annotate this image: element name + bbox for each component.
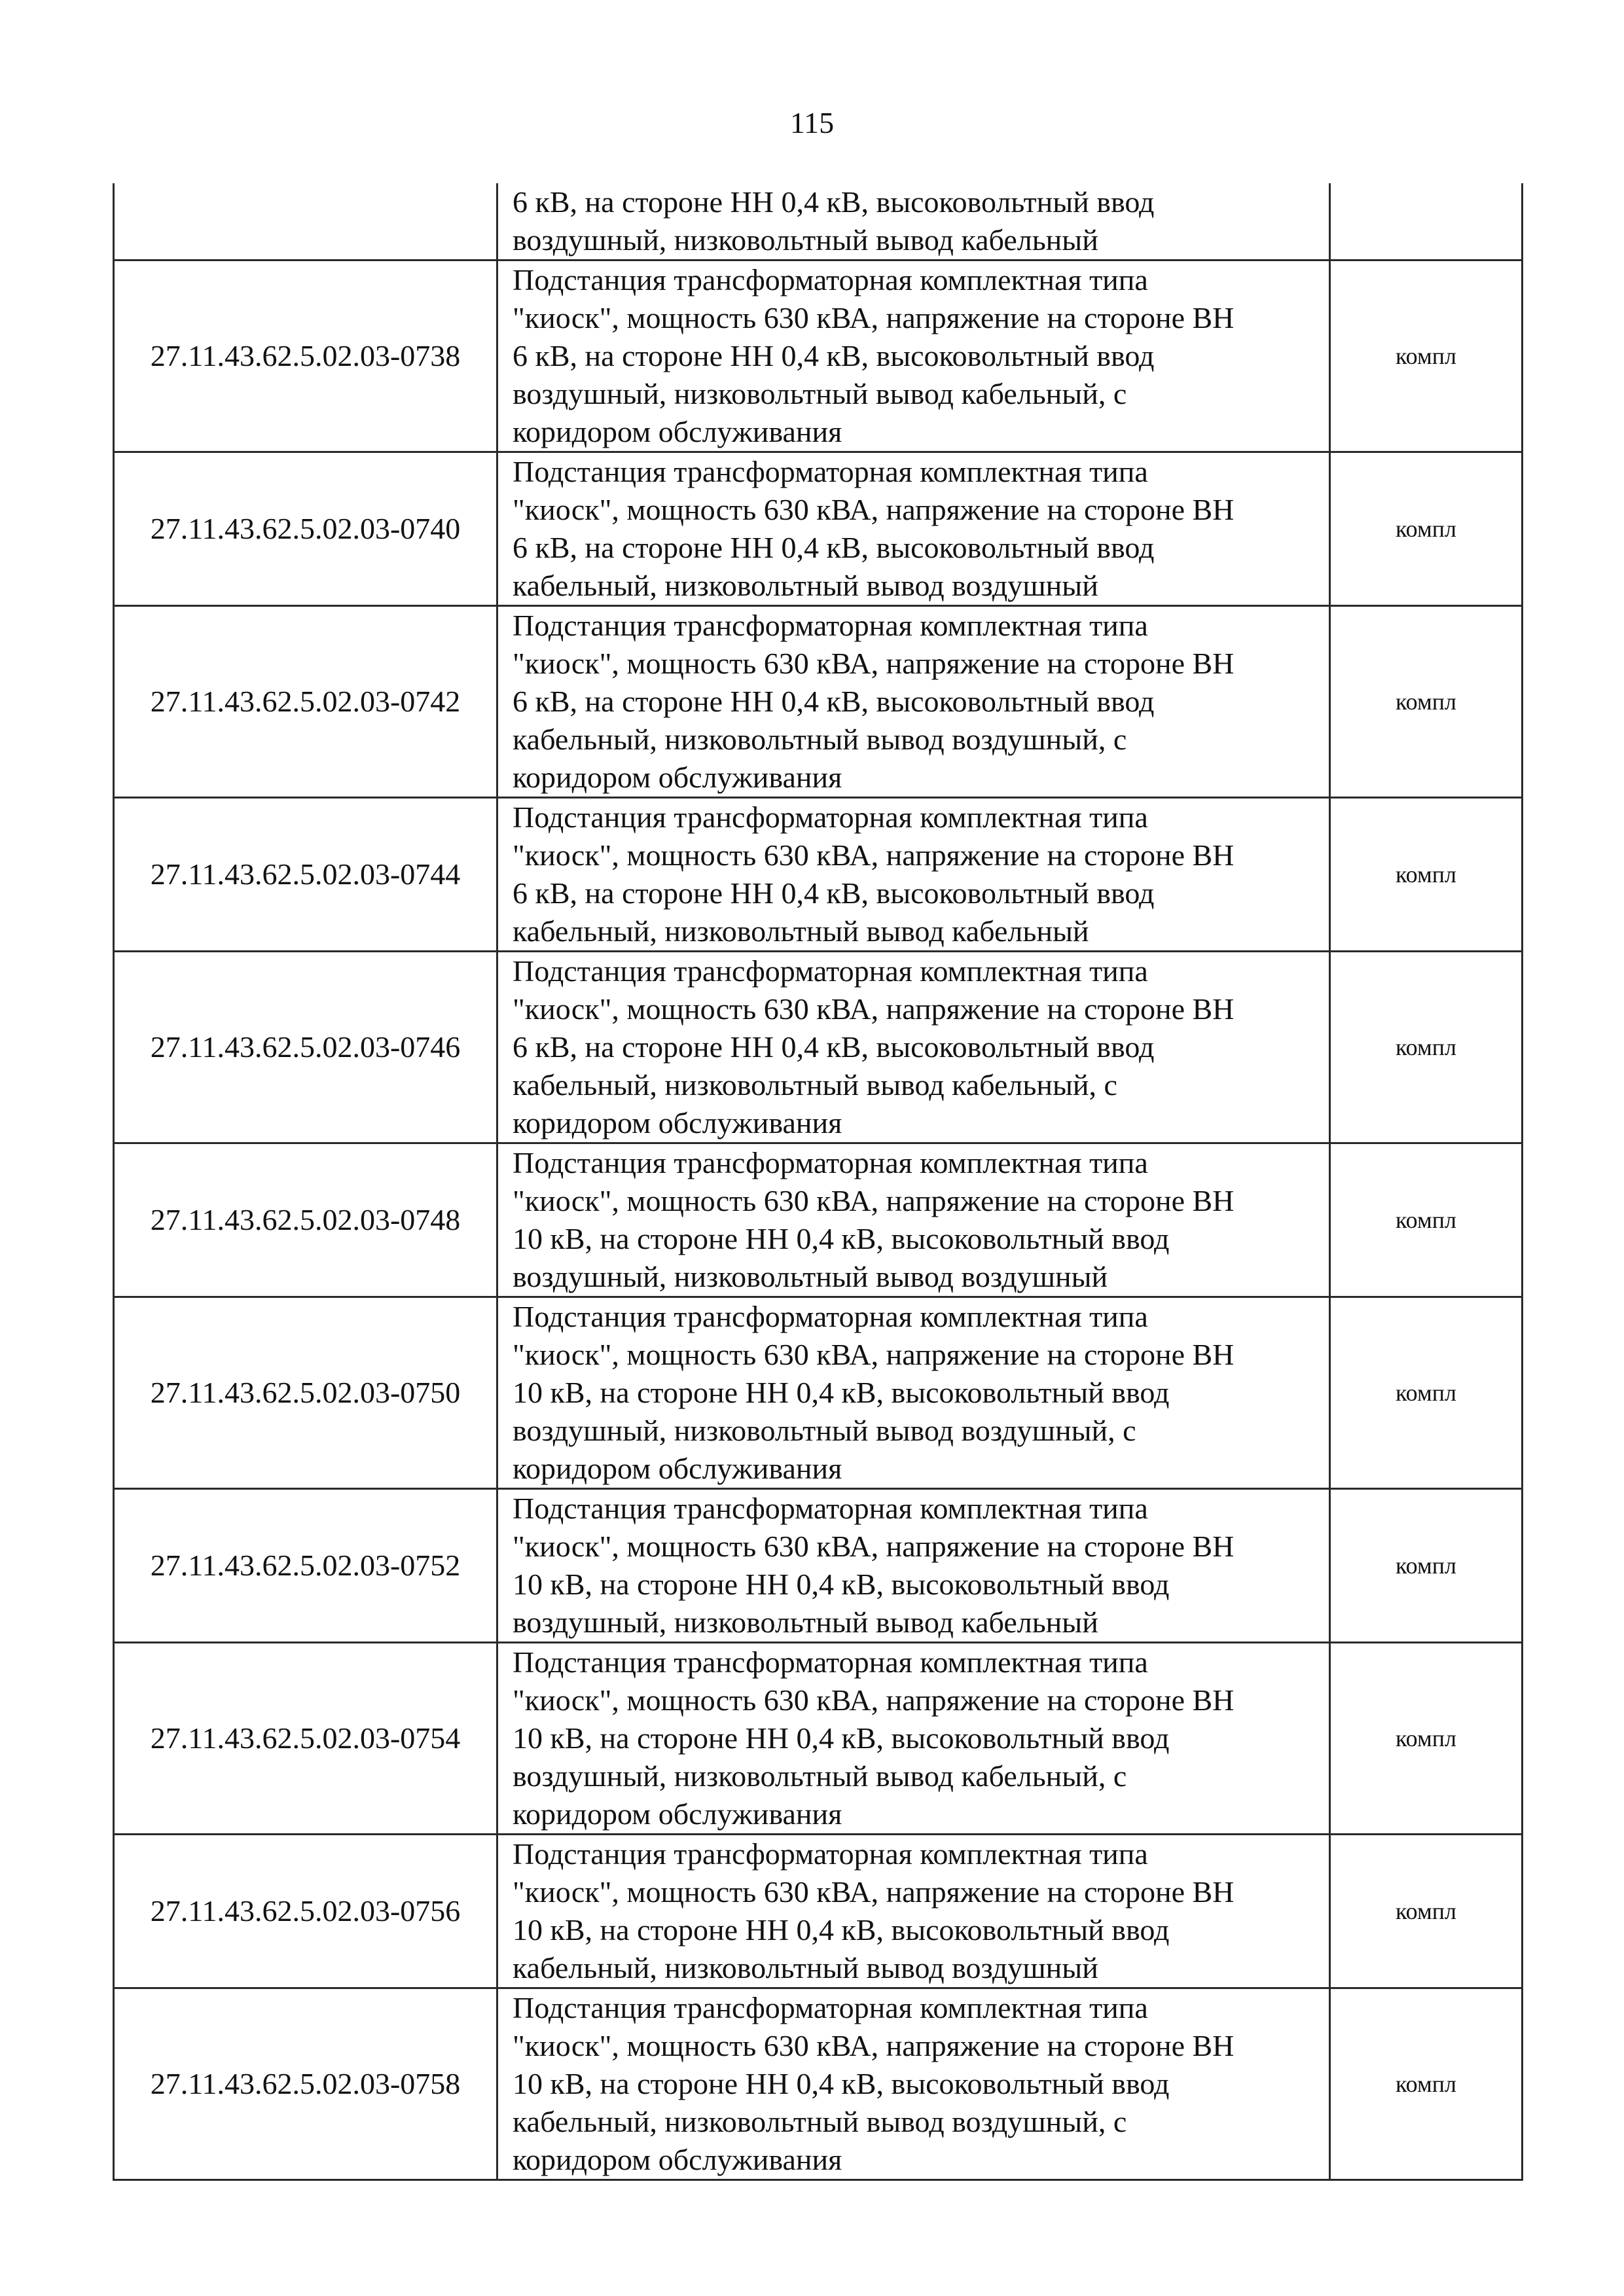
description-line: воздушный, низковольтный вывод воздушный — [513, 1260, 1108, 1293]
resource-table — [113, 183, 1523, 2181]
description-line: коридором обслуживания — [513, 761, 842, 794]
unit-cell: компл — [1330, 1489, 1523, 1643]
table-row — [114, 606, 1523, 798]
description-line: 10 кВ, на стороне НН 0,4 кВ, высоковольтный ввод — [513, 1568, 1170, 1601]
description-line: кабельный, низковольтный вывод кабельный, с — [513, 1068, 1117, 1102]
table-row — [114, 452, 1523, 606]
resource-description-cell — [497, 260, 1330, 452]
description-line: кабельный, низковольтный вывод кабельный — [513, 914, 1089, 948]
description-line: "киоск", мощность 630 кВА, напряжение на стороне ВН — [513, 1338, 1235, 1371]
description-line: воздушный, низковольтный вывод воздушный, с — [513, 1414, 1136, 1447]
unit-cell: компл — [1330, 1643, 1523, 1835]
unit-cell: компл — [1330, 1297, 1523, 1489]
unit-cell: компл — [1330, 606, 1523, 798]
description-line: кабельный, низковольтный вывод воздушный, с — [513, 723, 1127, 756]
description-line: 10 кВ, на стороне НН 0,4 кВ, высоковольтный ввод — [513, 1721, 1170, 1755]
description-line: Подстанция трансформаторная комплектная типа — [513, 1645, 1148, 1679]
description-line: "киоск", мощность 630 кВА, напряжение на стороне ВН — [513, 647, 1235, 680]
description-line: "киоск", мощность 630 кВА, напряжение на стороне ВН — [513, 1184, 1235, 1217]
resource-code-cell: 27.11.43.62.5.02.03-0750 — [114, 1297, 497, 1489]
description-line: воздушный, низковольтный вывод кабельный — [513, 223, 1098, 257]
resource-code-cell: 27.11.43.62.5.02.03-0758 — [114, 1988, 497, 2180]
description-line: 6 кВ, на стороне НН 0,4 кВ, высоковольтный ввод — [513, 685, 1155, 718]
description-line: 6 кВ, на стороне НН 0,4 кВ, высоковольтный ввод — [513, 185, 1155, 219]
description-line: "киоск", мощность 630 кВА, напряжение на стороне ВН — [513, 493, 1235, 526]
table-row — [114, 798, 1523, 952]
description-line: коридором обслуживания — [513, 2143, 842, 2176]
resource-description-cell — [497, 952, 1330, 1143]
resource-description-cell — [497, 183, 1330, 260]
description-line: Подстанция трансформаторная комплектная типа — [513, 1146, 1148, 1179]
description-line: Подстанция трансформаторная комплектная типа — [513, 954, 1148, 988]
description-line: Подстанция трансформаторная комплектная типа — [513, 1492, 1148, 1525]
description-line: 10 кВ, на стороне НН 0,4 кВ, высоковольтный ввод — [513, 1913, 1170, 1946]
description-line: Подстанция трансформаторная комплектная типа — [513, 1837, 1148, 1871]
description-line: "киоск", мощность 630 кВА, напряжение на стороне ВН — [513, 2029, 1235, 2062]
table-row — [114, 952, 1523, 1143]
resource-description-cell — [497, 1297, 1330, 1489]
resource-code-cell: 27.11.43.62.5.02.03-0746 — [114, 952, 497, 1143]
unit-cell: компл — [1330, 1988, 1523, 2180]
unit-cell: компл — [1330, 260, 1523, 452]
description-line: 10 кВ, на стороне НН 0,4 кВ, высоковольтный ввод — [513, 1376, 1170, 1409]
description-line: Подстанция трансформаторная комплектная типа — [513, 263, 1148, 296]
resource-description-cell — [497, 1489, 1330, 1643]
table-body — [114, 183, 1523, 2180]
resource-code-cell: 27.11.43.62.5.02.03-0744 — [114, 798, 497, 952]
resource-code-cell: 27.11.43.62.5.02.03-0748 — [114, 1143, 497, 1297]
description-line: Подстанция трансформаторная комплектная типа — [513, 1300, 1148, 1333]
resource-description-cell — [497, 452, 1330, 606]
resource-code-cell: 27.11.43.62.5.02.03-0752 — [114, 1489, 497, 1643]
resource-code-cell: 27.11.43.62.5.02.03-0740 — [114, 452, 497, 606]
resource-description-cell — [497, 798, 1330, 952]
description-line: 6 кВ, на стороне НН 0,4 кВ, высоковольтный ввод — [513, 531, 1155, 564]
description-line: "киоск", мощность 630 кВА, напряжение на стороне ВН — [513, 992, 1235, 1026]
unit-cell: компл — [1330, 1835, 1523, 1988]
description-line: кабельный, низковольтный вывод воздушный — [513, 569, 1098, 602]
description-line: воздушный, низковольтный вывод кабельный, с — [513, 1759, 1127, 1793]
table-row — [114, 1835, 1523, 1988]
description-line: Подстанция трансформаторная комплектная типа — [513, 455, 1148, 488]
description-line: "киоск", мощность 630 кВА, напряжение на стороне ВН — [513, 838, 1235, 872]
description-line: кабельный, низковольтный вывод воздушный — [513, 1951, 1098, 1984]
resource-code-cell: 27.11.43.62.5.02.03-0738 — [114, 260, 497, 452]
table-row — [114, 1643, 1523, 1835]
resource-code-cell: 27.11.43.62.5.02.03-0742 — [114, 606, 497, 798]
description-line: коридором обслуживания — [513, 1106, 842, 1139]
description-line: "киоск", мощность 630 кВА, напряжение на стороне ВН — [513, 1683, 1235, 1717]
resource-code-cell: 27.11.43.62.5.02.03-0754 — [114, 1643, 497, 1835]
unit-cell: компл — [1330, 1143, 1523, 1297]
table-row — [114, 183, 1523, 260]
table-row — [114, 1489, 1523, 1643]
description-line: Подстанция трансформаторная комплектная типа — [513, 609, 1148, 642]
description-line: "киоск", мощность 630 кВА, напряжение на стороне ВН — [513, 1530, 1235, 1563]
unit-cell: компл — [1330, 452, 1523, 606]
table-row — [114, 1143, 1523, 1297]
description-line: "киоск", мощность 630 кВА, напряжение на стороне ВН — [513, 1875, 1235, 1909]
resource-code-cell — [114, 183, 497, 260]
description-line: коридором обслуживания — [513, 1797, 842, 1831]
description-line: воздушный, низковольтный вывод кабельный, с — [513, 377, 1127, 410]
description-line: коридором обслуживания — [513, 1452, 842, 1485]
resource-code-cell: 27.11.43.62.5.02.03-0756 — [114, 1835, 497, 1988]
description-line: Подстанция трансформаторная комплектная типа — [513, 1991, 1148, 2024]
description-line: 6 кВ, на стороне НН 0,4 кВ, высоковольтный ввод — [513, 1030, 1155, 1064]
resource-description-cell — [497, 606, 1330, 798]
resource-description-cell — [497, 1643, 1330, 1835]
description-line: 6 кВ, на стороне НН 0,4 кВ, высоковольтный ввод — [513, 876, 1155, 910]
table-row — [114, 1988, 1523, 2180]
table-row — [114, 260, 1523, 452]
unit-cell: компл — [1330, 798, 1523, 952]
description-line: коридором обслуживания — [513, 415, 842, 448]
resource-description-cell — [497, 1835, 1330, 1988]
table-row — [114, 1297, 1523, 1489]
description-line: Подстанция трансформаторная комплектная типа — [513, 800, 1148, 834]
page-number: 115 — [789, 106, 835, 139]
resource-description-cell — [497, 1143, 1330, 1297]
description-line: 10 кВ, на стороне НН 0,4 кВ, высоковольтный ввод — [513, 2067, 1170, 2100]
description-line: 6 кВ, на стороне НН 0,4 кВ, высоковольтный ввод — [513, 339, 1155, 372]
resource-description-cell — [497, 1988, 1330, 2180]
description-line: кабельный, низковольтный вывод воздушный, с — [513, 2105, 1127, 2138]
unit-cell: компл — [1330, 952, 1523, 1143]
description-line: 10 кВ, на стороне НН 0,4 кВ, высоковольтный ввод — [513, 1222, 1170, 1255]
description-line: воздушный, низковольтный вывод кабельный — [513, 1605, 1098, 1639]
description-line: "киоск", мощность 630 кВА, напряжение на стороне ВН — [513, 301, 1235, 334]
unit-cell — [1330, 183, 1523, 260]
